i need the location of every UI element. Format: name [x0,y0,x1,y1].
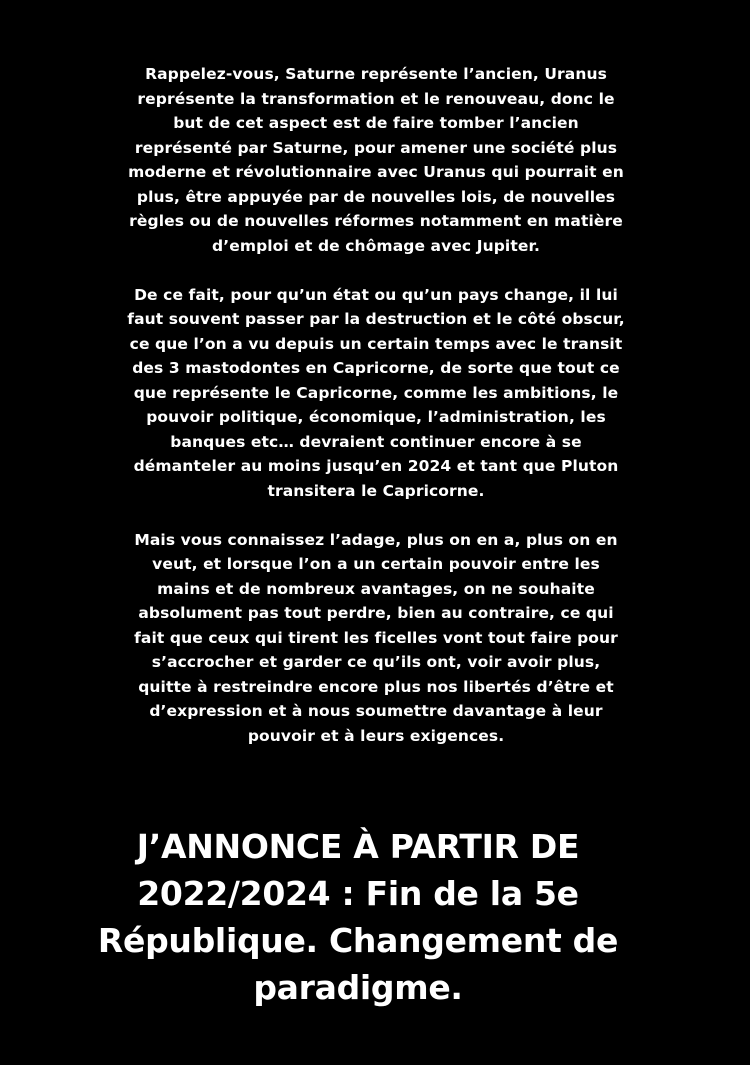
paragraph-capricorne: De ce fait, pour qu’un état ou qu’un pays change, il lui faut souvent passer par la destruction et le côté obscur, ce que l’on a vu depuis un certain temps avec le transit des 3 mastodontes en Capricorne, de sorte que tout ce que représente le Capricorne, comme les ambitions, le pouvoir politique, économique, l’administration, les banques etc… devraient continuer encore à se démanteler au moins jusqu’en 2024 et tant que Pluton transitera le Capricorne. [127,285,625,500]
headline-announcement: J’ANNONCE À PARTIR DE 2022/2024 : Fin de la 5e République. Changement de paradigme. [97,827,619,1007]
paragraph-saturne-uranus: Rappelez-vous, Saturne représente l’ancien, Uranus représente la transformation et le renouveau, donc le but de cet aspect est de faire tomber l’ancien représenté par Saturne, pour amener une société plus moderne et révolutionnaire avec Uranus qui pourrait en plus, être appuyée par de nouvelles lois, de nouvelles règles ou de nouvelles réformes notamment en matière d’emploi et de chômage avec Jupiter. [128,65,624,255]
paragraph-adage: Mais vous connaissez l’adage, plus on en a, plus on en veut, et lorsque l’on a un certain pouvoir entre les mains et de nombreux avantages, on ne souhaite absolument pas tout perdre, bien au contraire, ce qui fait que ceux qui tirent les ficelles vont tout faire pour s’accrocher et garder ce qu’ils ont, voir avoir plus, quitte à restreindre encore plus nos libertés d’être et d’expression et à nous soumettre davantage à leur pouvoir et à leurs exigences. [134,530,618,745]
story-body-text [125,62,627,773]
